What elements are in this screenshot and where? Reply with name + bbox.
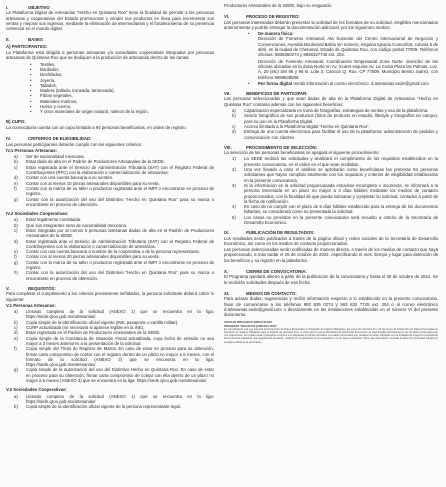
- continuation-text: Productores Artesanales de la SEDE, bajo su resguardo.: [224, 3, 333, 8]
- seleccion-item: [224, 156, 438, 167]
- item-text: Copia simple de la identificación oficial vigente (INE, pasaporte o cartilla militar).: [26, 319, 179, 325]
- requisitos-text: Para completar el cumplimiento a los criterios previamente señalados, la persona solicitante deberá cubrir lo siguiente:: [6, 291, 214, 302]
- item-marker: b): [232, 113, 236, 119]
- requisitos-artesanas-title: V.1 Personas Artesanas:: [6, 302, 56, 308]
- seleccion-item: [224, 183, 438, 204]
- item-marker: e): [14, 335, 18, 341]
- item-marker: c): [14, 325, 18, 331]
- rama-item: • Bordados,: [6, 67, 214, 72]
- aviso-privacidad-label: AVISO DE PRIVACIDAD SIMPLIFICADO: [224, 321, 273, 325]
- item-marker: a): [14, 309, 18, 315]
- section-title: OBJETIVO: [28, 5, 50, 10]
- section-title: PUBLICACIÓN DE RESULTADOS:: [246, 230, 315, 236]
- contacto-text: Para aclarar dudas, sugerencias y recibir información respecto a lo establecido en la presente convocatoria, favor de comunicarse a los teléfonos 983 835 0274 y 983 832 7745 ext. 204 o al correo electrónico d.artesanias.sede@gmail.com o directamente en las instalaciones establecidas en el número VI del presente documento.: [224, 296, 438, 318]
- seleccion-item: [224, 167, 438, 183]
- item-marker: 2): [232, 167, 236, 173]
- item-marker: 3): [232, 182, 236, 188]
- item-text: Acceso ilimitado a la Plataforma Digital "Hecho en Quintana Roo".: [244, 123, 370, 129]
- item-text: Estar integrada por al menos 5 personas artesanas dadas de alta en el Padrón de Productores Artesanales de la SEDE.: [26, 227, 214, 239]
- item-marker: 4): [232, 204, 236, 210]
- item-text: Ser de nacionalidad mexicana.: [26, 154, 85, 160]
- medio-fisico-text: Dirección de Fomento Artesanal: Ala Suroeste del Centro Internacional de Negocios y Convenciones, Avenida Boulevard Bahía sin número, esquina Ignacio Comonfort, colonia 5 de abril, en la ciudad de Chetumal, Estado de Quintana Roo, con código postal 77009. Teléfonos oficinas: 9838350274 y 9838327745 ext. 204.: [258, 36, 438, 58]
- item-marker: g): [14, 196, 18, 202]
- item-text: Estar dada de alta en el Padrón de Productores Artesanales de la SEDE.: [26, 159, 166, 165]
- section-title: BENEFICIOS DE PARTICIPAR:: [246, 91, 308, 97]
- requisitos-cooperativas-list: [6, 394, 214, 410]
- criterio-item: [6, 260, 214, 271]
- item-text: Estar registrada ante el Servicio de Administración Tributaria (SAT) con el Registro Federal de Contribuyentes con la elaboración o comercialización de artesanías.: [26, 238, 214, 249]
- item-text: Copia simple de la autorización del uso del Distintivo Hecho en Quintana Roo. En caso de estar en proceso para su obtención, firmar carta compromiso de contar con ella dentro de un plazo no mayor a 6 meses (ANEXO 3) que se encuentra en la liga: https://sede.qroo.gob.mx/artesanias/: [26, 367, 214, 383]
- participantes-text: La Plataforma está dirigida a personas artesanas y/o sociedades cooperativas integradas por personas artesanas de Quintana Roo que se dediquen a la producción de artesanías dentro de las ramas:: [6, 50, 214, 61]
- section-title: REQUISITOS:: [28, 285, 56, 291]
- section-title: MEDIOS DE CONTACTO:: [246, 290, 297, 296]
- cierre-text: El Programa quedará abierto a partir de la publicación de la convocatoria y hasta el 30 de octubre de 2024. Se le recibirán solicitudes después de esa fecha.: [224, 274, 438, 285]
- section-number: VIII.: [224, 144, 232, 150]
- seleccion-item: [224, 204, 438, 215]
- medio-digital: [224, 81, 438, 86]
- item-text: Los casos no previstos en la presente convocatoria será resuelto a criterio de la Secretaría de Desarrollo Económico.: [244, 214, 438, 225]
- rama-item: • Deshilados,: [6, 72, 214, 77]
- aviso-privacidad-text: En cumplimiento a la Ley General de Protección de Datos Personales en Posesión de Sujetos Obligados, así como los artículos 21 y 25 de la Ley de Protección de Datos Personales en Posesión de Sujetos Obligados para el Estado de Quintana Roo, le informamos que la Secretaría de Desarrollo Económico es responsable del tratamiento de los datos personales que nos proporcione, los cuales serán protegidos conforme a lo dispuesto en dicha normativa. Los datos personales que recabemos serán utilizados con la finalidad de integrar el expediente de la persona solicitante, dar seguimiento al trámite, verificar el cumplimiento de los requisitos y en su caso contactarle. Para más información consulte el aviso de privacidad integral en la página oficial de la Secretaría.: [224, 327, 438, 344]
- item-marker: c): [14, 164, 18, 170]
- left-column: [6, 3, 214, 409]
- item-text: Contar con al menos 20 piezas artesanales disponibles para su venta.: [26, 254, 160, 260]
- criterio-item: [6, 186, 214, 197]
- section-bases-heading: [6, 37, 214, 42]
- medios-list: [224, 31, 438, 36]
- requisito-item: [6, 367, 214, 383]
- item-text: Que sus integrantes sean de nacionalidad mexicana.: [26, 222, 128, 228]
- beneficios-text: Las personas seleccionadas y que sean dadas de alta en la Plataforma Digital de Artesanías "Hecho en Quintana Roo" contarán además con los siguientes beneficios:: [224, 96, 438, 107]
- aviso-privacidad-subtitle: PROGRAMA "HECHO EN QUINTANA ROO": [224, 324, 277, 328]
- medio-fisico: [224, 31, 438, 36]
- item-text: Si la información en la solicitud proporcionada estuviese incompleta o incorrecta, se informará a la persona interesada en un plazo no mayor a 3 días hábiles mediante los medios de contacto proporcionados, con la finalidad de que pueda subsanar y completar su solicitud, contados a partir de la fecha de notificación.: [244, 182, 438, 204]
- item-marker: e): [14, 180, 18, 186]
- item-text: En caso de no cumplir con el plazo de 5 días hábiles establecido para la entrega de los documentos faltantes, se considerará como no presentada la solicitud.: [244, 204, 438, 215]
- rama-item: • Tallados,: [6, 83, 214, 88]
- beneficios-list: [224, 108, 438, 140]
- section-title: PROCEDIMIENTO DE SELECCIÓN:: [246, 144, 318, 150]
- section-title: PROCESO DE REGISTRO:: [246, 14, 300, 20]
- item-text: Una vez llevado a cabo el análisis se aprobarán como beneficiarias las primeras 94 personas solicitantes que hayan cumplido totalmente con los requisitos y criterios de elegibilidad establecidos en la presente convocatoria.: [244, 167, 438, 183]
- rama-item: • Joyería,: [6, 78, 214, 83]
- criterio-item: [6, 165, 214, 176]
- cooperativas-list: [6, 217, 214, 281]
- item-text: Contar con una cuenta bancaria a su nombre.: [26, 175, 114, 181]
- requisito-item: [6, 394, 214, 405]
- item-text: Contar con la marca de su taller o productos registrada ante el IMPI o encontrarse en proceso de registro.: [26, 185, 214, 197]
- participantes-label: A) PARTICIPANTES:: [6, 43, 48, 49]
- item-text: Entrega de una cuenta electrónica para facilitar el uso de la plataforma: administración de pedidos y comunicación con clientes.: [244, 129, 438, 140]
- aviso-privacidad: [224, 321, 438, 343]
- requisito-item: [6, 309, 214, 320]
- rama-item: • Hueso y cuerno,: [6, 104, 214, 109]
- medios-list-2: [224, 81, 438, 86]
- cupo-text: La convocatoria cuenta con un cupo limitado a 94 personas beneficiarias, en orden de registro.: [6, 124, 187, 130]
- registro-text: Las personas interesadas deberán presentar la solicitud de los formatos de su solicitud, elegibles mencionados anteriormente y podrán entregar la documentación adicional, por los siguientes medios:: [224, 19, 438, 30]
- item-marker: f): [14, 185, 17, 191]
- item-text: Llenado completo de la solicitud (ANEXO 1) que se encuentra en la liga: https://sede.qroo.gob.mx/artesanias/: [26, 309, 214, 320]
- section-number: X.: [224, 269, 229, 275]
- item-text: Contar con la autorización del uso del Distintivo "Hecho en Quintana Roo" para su marca o encontrarse en proceso de obtención.: [26, 270, 214, 281]
- item-marker: g): [14, 367, 18, 373]
- item-text: CURP actualizada (no necesaria si aparece legible en la INE).: [26, 325, 145, 331]
- requisito-item: [6, 404, 214, 409]
- section-number: V.: [6, 285, 10, 291]
- section-number: I.: [6, 5, 9, 10]
- personas-artesanas-list: [6, 154, 214, 207]
- item-marker: c): [14, 227, 18, 233]
- section-title: CRITERIOS DE ELEGIBILIDAD:: [28, 136, 92, 142]
- rama-item: • Y otros materiales de origen natural, nativos de la región.: [6, 109, 214, 114]
- item-text: Copia simple de la Constancia de Situación Fiscal actualizada, cuya fecha de emisión no sea mayor a 3 meses anteriores a la presentación de la solicitud.: [26, 335, 214, 346]
- item-text: Copia simple de la identificación oficial vigente de la persona representante legal.: [26, 404, 182, 410]
- item-text: Contar con al menos 10 piezas artesanales disponibles para su venta.: [26, 180, 160, 186]
- item-marker: b): [14, 222, 18, 228]
- criterio-item: [6, 239, 214, 250]
- section-number: II.: [6, 37, 10, 43]
- rama-item: • Madera (tallada, torneada, tarraceada),: [6, 88, 214, 93]
- item-text: Contar con una cuenta bancaria a nombre de la cooperativa o de la persona representante.: [26, 249, 201, 255]
- item-marker: 5): [232, 214, 236, 220]
- criterio-item: [6, 197, 214, 208]
- item-text: Estar legalmente constituida.: [26, 217, 82, 223]
- item-marker: g): [14, 259, 18, 265]
- resultados-text-2: Las personas seleccionadas serán notificadas de manera directa, a través de los medios de contacto que haya proporcionado, a más tardar el 25 de octubre de 2024, especificando el mes, tiempo y lugar para detención de los beneficios y su registro en la plataforma.: [224, 247, 438, 263]
- criterio-item: [6, 270, 214, 281]
- medio-fisico-label: De manera física:: [258, 31, 294, 37]
- item-text: Contar con la autorización del uso del Distintivo "Hecho en Quintana Roo" para su marca o encontrarse en proceso de obtención.: [26, 196, 214, 207]
- item-marker: c): [232, 123, 236, 129]
- personas-artesanas-title: IV.1 Personas Artesanas:: [6, 147, 58, 153]
- beneficio-item: [224, 129, 438, 140]
- objetivo-text: La Plataforma Digital de Artesanías "Hecho en Quintana Roo" tiene la finalidad de permitir a las personas artesanas y cooperativas del Estado promocionar y vender sus productos en línea para incrementar sus ventas y mejorar sus ingresos, mediante la eliminación de intermediarios y el fortalecimiento de su presencia comercial en el mundo digital.: [6, 10, 214, 32]
- ramas-list: [6, 62, 214, 115]
- beneficio-item: [224, 113, 438, 124]
- medio-digital-label: Por forma digital: [258, 80, 293, 86]
- criterios-text: Las personas participantes deberán cumplir con los siguientes criterios:: [6, 141, 143, 147]
- item-marker: a): [232, 108, 236, 114]
- section-number: XI.: [224, 290, 230, 296]
- item-marker: b): [14, 319, 18, 325]
- seleccion-text: La selección de las personas beneficiarias se apegará el siguiente procedimiento:: [224, 150, 380, 156]
- rama-item: • Fibras vegetales,: [6, 93, 214, 98]
- item-marker: f): [14, 254, 17, 260]
- section-number: IX.: [224, 230, 230, 236]
- requisito-item: [6, 336, 214, 347]
- section-title: CIERRE DE CONVOCATORIA:: [246, 269, 307, 275]
- item-marker: d): [232, 129, 236, 135]
- item-text: Capacitación especializada en toma de fotografías, estrategias de ventas y uso de la plataforma.: [244, 108, 429, 114]
- section-title: BASES: [28, 37, 43, 43]
- item-marker: d): [14, 175, 18, 181]
- item-marker: 1): [232, 156, 236, 162]
- item-marker: a): [14, 154, 18, 160]
- item-marker: f): [14, 346, 17, 352]
- medio-fisico-text-2: Dirección de Fomento Artesanal, Coordinación Empresarial Zona Norte: domicilio de las oficinas ubicadas en la Zona Norte en Av. Xcaret esquina Av. La Costa Plaza las Palmas, Loc. A, 20 (etc) SM 96 y 95 B. Lote 2, Cancún Q. Roo. CP 77509. Municipio Benito Juárez, con teléfono 9988839508.: [258, 58, 438, 80]
- section-number: VI.: [224, 14, 230, 20]
- section-number: IV.: [6, 136, 11, 142]
- item-text: La SEDE recibirá las solicitudes y analizará el cumplimiento de los requisitos establecidos en la presente convocatoria, en el orden en el que sean recibidas.: [244, 156, 438, 167]
- section-number: VII.: [224, 91, 231, 97]
- item-marker: a): [14, 217, 18, 223]
- criterio-item: [6, 228, 214, 239]
- cupo-label: B) CUPO:: [6, 118, 26, 124]
- requisitos-cooperativas-title: V.2 Sociedades Cooperativas:: [6, 387, 67, 393]
- item-marker: a): [14, 393, 18, 399]
- seleccion-list: [224, 156, 438, 225]
- item-text: Estar registrada ante el Servicio de Administración Tributaria (SAT) con el Registro Federal de Contribuyentes (RFC) con la elaboración o comercialización de artesanías.: [26, 164, 214, 176]
- rama-item: • Materiales marinos,: [6, 99, 214, 104]
- rama-item: • Textiles,: [6, 62, 214, 67]
- item-marker: h): [14, 270, 18, 276]
- item-text: Llenado completo de la solicitud (ANEXO 1) que se encuentra en la liga: https://sede.qroo.gob.mx/artesanias/: [26, 393, 214, 404]
- item-text: Estar registrada en el Padrón de Productores Artesanales de la SEDE.: [26, 330, 161, 336]
- item-marker: e): [14, 249, 18, 255]
- item-text: Sesión fotográfica de sus productos (fotos de producto en estudio, lifestyle y fotografías en campo), para su uso en la Plataforma Digital.: [244, 113, 438, 124]
- cooperativas-title: IV.2 Sociedades Cooperativas:: [6, 211, 69, 217]
- item-text: Copia simple del Título de Registro de Marca. En caso de estar en proceso para su obtención, firmar carta compromiso de contar con el registro dentro de un plazo no mayor a 6 meses, con el formato de la solicitud (ANEXO 2) que se encuentra en la liga: https://sede.qroo.gob.mx/artesanias/: [26, 346, 214, 368]
- item-marker: b): [14, 404, 18, 410]
- right-column: [224, 3, 438, 344]
- item-marker: d): [14, 238, 18, 244]
- item-marker: d): [14, 330, 18, 336]
- medio-digital-text: remitir información al correo electrónico: d.artesanias.sede@gmail.com: [293, 80, 429, 86]
- resultados-text: Los resultados serán publicados a través de la página oficial y redes sociales de la Secretaría de Desarrollo Económico, así como en los medios de contacto proporcionados.: [224, 235, 438, 246]
- seleccion-item: [224, 215, 438, 226]
- item-text: Contar con la marca de su taller o productos registrada ante el IMPI o encontrarse en proceso de registro.: [26, 259, 214, 271]
- requisito-item: [6, 346, 214, 367]
- item-marker: b): [14, 159, 18, 165]
- requisitos-artesanas-list: [6, 309, 214, 383]
